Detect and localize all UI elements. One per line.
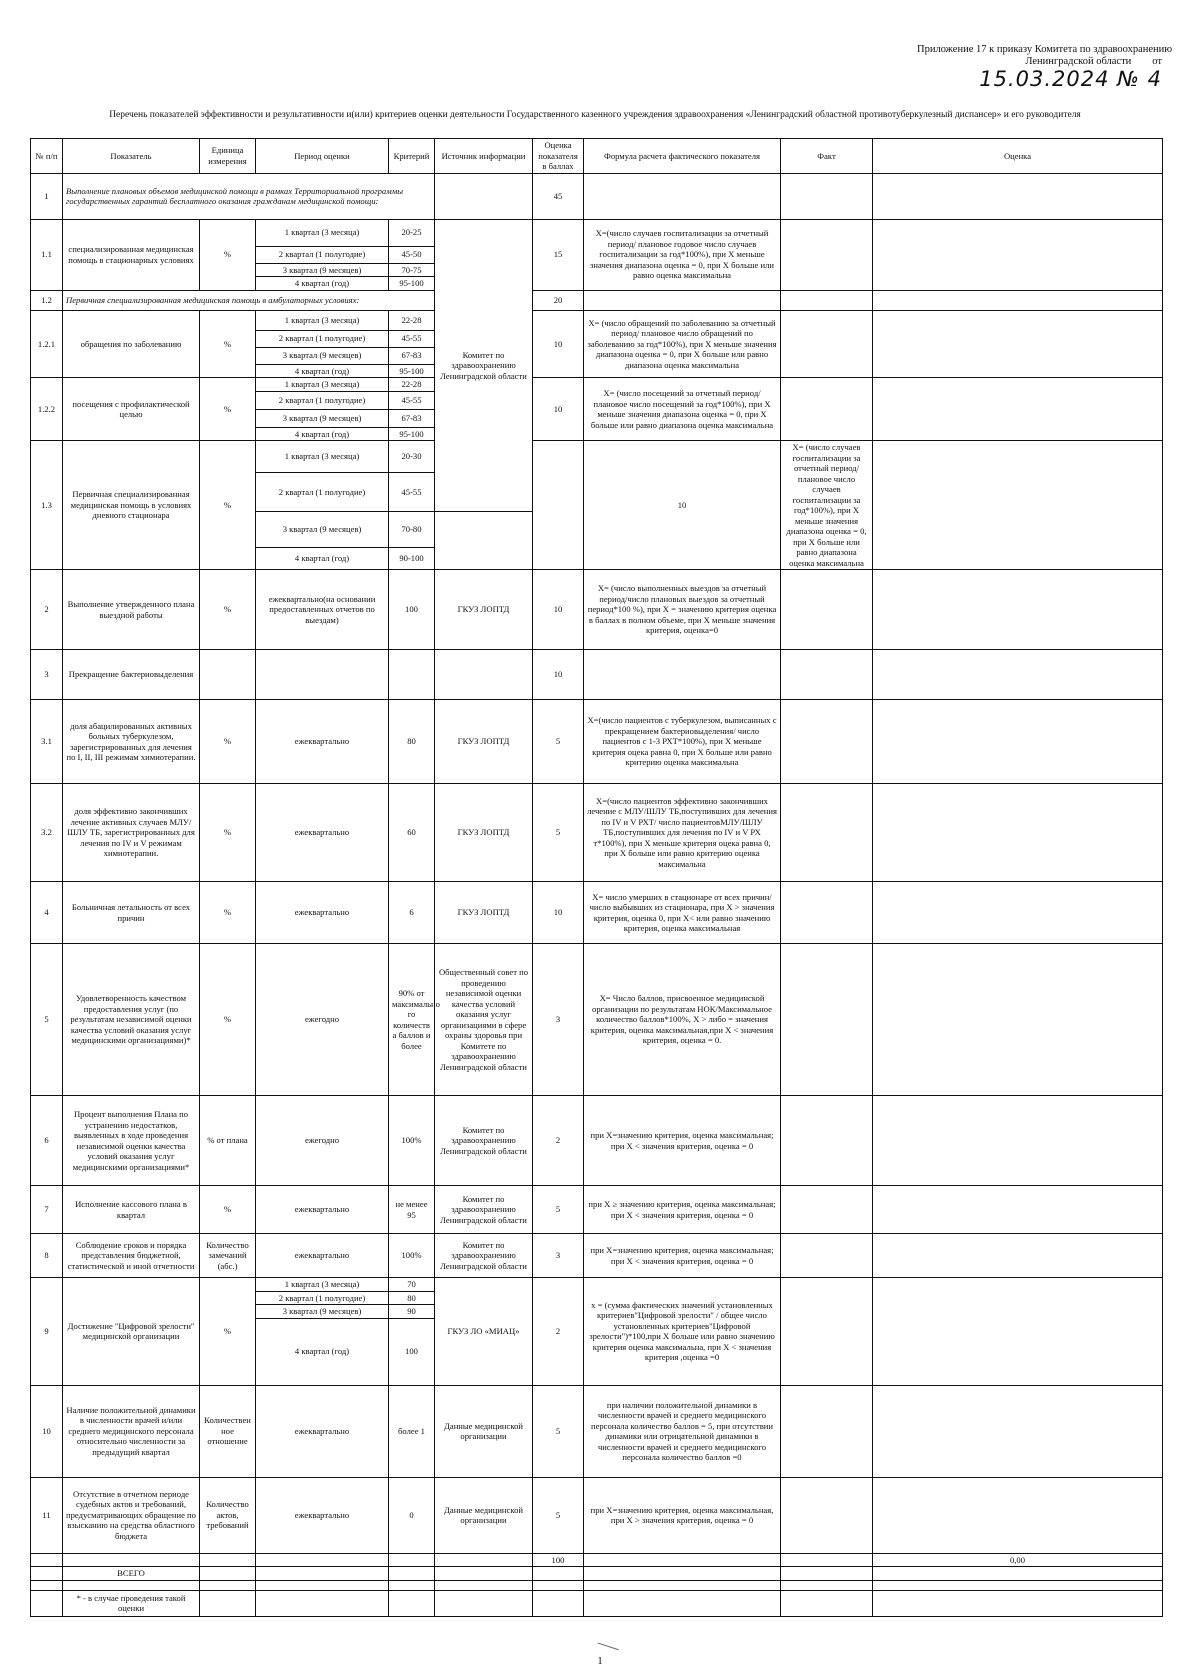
- table-cell: [781, 784, 873, 882]
- table-cell: 1 квартал (3 месяца): [256, 441, 389, 473]
- table-cell: 10: [533, 570, 584, 650]
- table-cell: 5: [533, 1477, 584, 1553]
- table-cell: 1 квартал (3 месяца): [256, 310, 389, 330]
- table-cell: 2 квартал (1 полугодие): [256, 330, 389, 347]
- table-cell: 10: [533, 882, 584, 944]
- table-cell: 1.3: [31, 441, 63, 570]
- table-cell: 3 квартал (9 месяцев): [256, 1305, 389, 1319]
- table-cell: Соблюдение сроков и порядка представления бюджетной, статистической и иной отчетности: [63, 1234, 200, 1278]
- table-cell: [389, 1567, 435, 1581]
- table-cell: [873, 784, 1163, 882]
- table-cell: [781, 1278, 873, 1386]
- table-cell: [31, 1580, 63, 1590]
- table-cell: при X=значению критерия, оценка максимальная; при X < значения критерия, оценка = 0: [584, 1096, 781, 1186]
- table-cell: 22-28: [389, 310, 435, 330]
- table-cell: 3 квартал (9 месяцев): [256, 512, 389, 548]
- table-cell: [256, 1553, 389, 1567]
- table-cell: Комитет по здравоохранению Ленинградской области: [435, 1234, 533, 1278]
- table-cell: [781, 570, 873, 650]
- table-cell: [781, 1477, 873, 1553]
- table-cell: [200, 1580, 256, 1590]
- table-cell: 15: [533, 219, 584, 290]
- table-cell: 10: [31, 1385, 63, 1477]
- table-cell: [435, 173, 533, 219]
- table-cell: Исполнение кассового плана в квартал: [63, 1186, 200, 1234]
- table-cell: 80: [389, 700, 435, 784]
- table-cell: ежеквартально: [256, 1385, 389, 1477]
- table-cell: [873, 944, 1163, 1096]
- table-cell: [31, 1567, 63, 1581]
- table-cell: %: [200, 1186, 256, 1234]
- table-cell: [873, 290, 1163, 310]
- table-cell: [873, 219, 1163, 290]
- table-cell: 10: [533, 378, 584, 441]
- table-row: [31, 700, 1163, 784]
- table-cell: 10: [533, 310, 584, 378]
- table-cell: 3.2: [31, 784, 63, 882]
- table-cell: 70-80: [389, 512, 435, 548]
- page-number: 1: [597, 1655, 603, 1667]
- table-cell: [781, 650, 873, 700]
- table-cell: 1.2.2: [31, 378, 63, 441]
- table-cell: [256, 1580, 389, 1590]
- table-cell: 100: [389, 1318, 435, 1385]
- table-cell: ежеквартально: [256, 700, 389, 784]
- table-cell: [256, 1590, 389, 1616]
- scan-mark: [597, 1637, 620, 1650]
- table-cell: [781, 378, 873, 441]
- table-row: [31, 1278, 1163, 1292]
- table-cell: %: [200, 378, 256, 441]
- table-cell: 2 квартал (1 полугодие): [256, 391, 389, 409]
- table-cell: 100: [389, 570, 435, 650]
- table-cell: ежегодно: [256, 944, 389, 1096]
- table-cell: 67-83: [389, 347, 435, 364]
- table-cell: 22-28: [389, 378, 435, 392]
- table-cell: ГКУЗ ЛОПТД: [435, 882, 533, 944]
- table-cell: 4 квартал (год): [256, 364, 389, 378]
- table-cell: [873, 1477, 1163, 1553]
- table-cell: [873, 1590, 1163, 1616]
- table-cell: [873, 1385, 1163, 1477]
- table-cell: 45-55: [389, 473, 435, 512]
- table-cell: [63, 1580, 200, 1590]
- table-cell: [873, 570, 1163, 650]
- table-cell: Процент выполнения Плана по устранению недостатков, выявленных в ходе проведения независимой оценки качества условий оказания услуг медицинскими организациями*: [63, 1096, 200, 1186]
- table-cell: 6: [389, 882, 435, 944]
- table-cell: [31, 1590, 63, 1616]
- table-cell: ежегодно: [256, 1096, 389, 1186]
- table-cell: %: [200, 441, 256, 570]
- table-row: [31, 1234, 1163, 1278]
- table-cell: 3 квартал (9 месяцев): [256, 347, 389, 364]
- table-cell: 2: [31, 570, 63, 650]
- table-cell: [873, 1096, 1163, 1186]
- table-cell: [533, 1590, 584, 1616]
- table-row: [31, 882, 1163, 944]
- table-cell: 10: [584, 441, 781, 570]
- table-cell: Отсутствие в отчетном периоде судебных актов и требований, предусматривающих обращение по взысканию на средства областного бюджета: [63, 1477, 200, 1553]
- table-cell: [781, 1567, 873, 1581]
- table-cell: %: [200, 944, 256, 1096]
- table-cell: 2 квартал (1 полугодие): [256, 246, 389, 263]
- table-cell: [584, 1590, 781, 1616]
- table-cell: 45-55: [389, 391, 435, 409]
- table-cell: [584, 1553, 781, 1567]
- table-row: [31, 290, 1163, 310]
- table-cell: специализированная медицинская помощь в стационарных условиях: [63, 219, 200, 290]
- table-cell: [781, 219, 873, 290]
- table-cell: [781, 1096, 873, 1186]
- col-header: Единица измерения: [200, 139, 256, 174]
- table-cell: [584, 1580, 781, 1590]
- table-row: [31, 310, 1163, 330]
- table-cell: 1.1: [31, 219, 63, 290]
- table-cell: [389, 1590, 435, 1616]
- col-header: Формула расчета фактического показателя: [584, 139, 781, 174]
- col-header: Факт: [781, 139, 873, 174]
- table-cell: 4 квартал (год): [256, 277, 389, 291]
- table-cell: доля абацилированных активных больных туберкулезом, зарегистрированных для лечения по I, II, III режимам химиотерапии.: [63, 700, 200, 784]
- table-cell: [781, 290, 873, 310]
- table-cell: [873, 310, 1163, 378]
- table-cell: 95-100: [389, 364, 435, 378]
- table-cell: [873, 1567, 1163, 1581]
- table-cell: % от плана: [200, 1096, 256, 1186]
- table-cell: ГКУЗ ЛОПТД: [435, 570, 533, 650]
- table-cell: 2 квартал (1 полугодие): [256, 473, 389, 512]
- table-cell: 3.1: [31, 700, 63, 784]
- table-cell: [781, 1234, 873, 1278]
- table-cell: [781, 882, 873, 944]
- table-cell: [873, 1580, 1163, 1590]
- col-header: Оценка: [873, 139, 1163, 174]
- table-cell: [256, 650, 389, 700]
- table-cell: 95-100: [389, 427, 435, 441]
- table-cell: 4 квартал (год): [256, 1318, 389, 1385]
- table-cell: 8: [31, 1234, 63, 1278]
- table-cell: 20-25: [389, 219, 435, 246]
- document-title: Перечень показателей эффективности и результативности и(или) критериев оценки деятельности Государственного казенного учреждения здравоохранения «Ленинградский областной противотуберкулезный диспансер» и его руководителя: [109, 110, 1081, 120]
- table-cell: Количествен ное отношение: [200, 1385, 256, 1477]
- table-cell: Наличие положительной динамики в численности врачей и/или среднего медицинского персонала относительно численности за предыдущий квартал: [63, 1385, 200, 1477]
- table-cell: [873, 441, 1163, 570]
- order-header: [917, 44, 1173, 91]
- table-cell: Комитет по здравоохранению Ленинградской области: [435, 1186, 533, 1234]
- table-cell: [389, 1580, 435, 1590]
- table-cell: 0: [389, 1477, 435, 1553]
- table-cell: x = (сумма фактических значений установленных критериев"Цифровой зрелости" / общее число установленных критериев"Цифровой зрелости")*100,при X больше или равно значению критерия оценка максимальна, при X < значения критерия ,оценка =0: [584, 1278, 781, 1386]
- table-cell: 70-75: [389, 263, 435, 277]
- table-cell: Выполнение плановых объемов медицинской помощи в рамках Территориальной программы государственных гарантий бесплатного оказания гражданам медицинской помощи:: [63, 173, 435, 219]
- table-cell: Выполнение утвержденного плана выездной работы: [63, 570, 200, 650]
- table-cell: * - в случае проведения такой оценки: [63, 1590, 200, 1616]
- table-cell: 2 квартал (1 полугодие): [256, 1291, 389, 1305]
- col-header: Показатель: [63, 139, 200, 174]
- table-cell: [533, 1580, 584, 1590]
- table-cell: Общественный совет по проведению независимой оценки качества условий оказания услуг организациями в сфере охраны здоровья при Комитете по здравоохранению Ленинградской области: [435, 944, 533, 1096]
- col-header: Оценка показателя в баллах: [533, 139, 584, 174]
- table-cell: [873, 882, 1163, 944]
- table-row: [31, 944, 1163, 1096]
- table-cell: X=(число пациентов эффективно закончивших лечение с МЛУ/ШЛУ ТБ,поступивших для лечения по IV и V РХТ/ число пациентовМЛУ/ШЛУ ТБ,поступивших для лечения по IV и V РХ т*100%), при X меньше критерия оцека равна 0, при X больше или равно критерию оценка максимальна: [584, 784, 781, 882]
- table-cell: 45-55: [389, 330, 435, 347]
- table-cell: ГКУЗ ЛО «МИАЦ»: [435, 1278, 533, 1386]
- table-cell: [584, 290, 781, 310]
- table-row: [31, 784, 1163, 882]
- table-cell: не менее 95: [389, 1186, 435, 1234]
- table-cell: [435, 1553, 533, 1567]
- table-cell: ежеквартально: [256, 1186, 389, 1234]
- table-header-row: [31, 139, 1163, 174]
- table-cell: ежеквартально: [256, 882, 389, 944]
- table-row: [31, 1477, 1163, 1553]
- table-cell: %: [200, 784, 256, 882]
- table-cell: 5: [31, 944, 63, 1096]
- total-row: [31, 1553, 1163, 1567]
- table-cell: [389, 650, 435, 700]
- table-cell: %: [200, 882, 256, 944]
- table-cell: ежеквартально(на основании предоставленных отчетов по выездам): [256, 570, 389, 650]
- table-cell: 1.2: [31, 290, 63, 310]
- table-cell: 45-50: [389, 246, 435, 263]
- table-cell: 1: [31, 173, 63, 219]
- table-cell: X=(число случаев госпитализации за отчетный период/ плановое годовое число случаев госпитализации за год*100%), при X меньше значения диапазона оценка = 0, при X больше или равно оценка максимальна: [584, 219, 781, 290]
- table-cell: [31, 1553, 63, 1567]
- handwritten-date-number: 15.03.2024 № 4: [979, 67, 1162, 91]
- table-cell: X= (число случаев госпитализации за отчетный период/ плановое число случаев госпитализации за год*100%), при X меньше значения диапазона оценка = 0, при X больше или равно диапазона оценка максимальна: [781, 441, 873, 570]
- table-cell: 3: [533, 944, 584, 1096]
- footnote-row: [31, 1590, 1163, 1616]
- table-row: [31, 1096, 1163, 1186]
- table-row: [31, 378, 1163, 392]
- col-header: № п/п: [31, 139, 63, 174]
- table-cell: 4 квартал (год): [256, 427, 389, 441]
- table-cell: [200, 1567, 256, 1581]
- table-row: [31, 1186, 1163, 1234]
- table-cell: 3 квартал (9 месяцев): [256, 263, 389, 277]
- table-cell: ВСЕГО: [63, 1567, 200, 1581]
- table-cell: [256, 1567, 389, 1581]
- table-row: [31, 219, 1163, 246]
- table-cell: [781, 1580, 873, 1590]
- table-cell: 20-30: [389, 441, 435, 473]
- table-cell: [781, 700, 873, 784]
- table-cell: 5: [533, 1186, 584, 1234]
- table-cell: 5: [533, 1385, 584, 1477]
- table-cell: [435, 650, 533, 700]
- table-cell: [781, 1590, 873, 1616]
- table-cell: 90% от максимально го количеств а баллов и более: [389, 944, 435, 1096]
- table-cell: X= (число обращений по заболеванию за отчетный период/ плановое число обращений по заболеванию за год*100%), при X меньше значения диапазона оценка = 0, при X больше или равно диапазона оценка максимальна: [584, 310, 781, 378]
- table-cell: 90: [389, 1305, 435, 1319]
- table-cell: [435, 1590, 533, 1616]
- col-header: Критерий: [389, 139, 435, 174]
- table-cell: 7: [31, 1186, 63, 1234]
- table-cell: %: [200, 1278, 256, 1386]
- table-cell: 90-100: [389, 548, 435, 570]
- table-cell: Достижение "Цифровой зрелости" медицинской организации: [63, 1278, 200, 1386]
- table-cell: [389, 1553, 435, 1567]
- table-cell: [435, 1567, 533, 1581]
- table-cell: ежеквартально: [256, 784, 389, 882]
- table-cell: 2: [533, 1278, 584, 1386]
- table-cell: 1.2.1: [31, 310, 63, 378]
- table-row: [31, 173, 1163, 219]
- table-row: [31, 650, 1163, 700]
- table-cell: Комитет по здравоохранению Ленинградской области: [435, 1096, 533, 1186]
- table-cell: [781, 1186, 873, 1234]
- table-cell: ГКУЗ ЛОПТД: [435, 784, 533, 882]
- table-cell: 6: [31, 1096, 63, 1186]
- table-cell: 60: [389, 784, 435, 882]
- table-cell: доля эффективно закончивших лечение активных случаев МЛУ/ШЛУ ТБ, зарегистрированных для лечения по IV и V режимам химиотерапии.: [63, 784, 200, 882]
- table-row: [31, 1385, 1163, 1477]
- table-row: [31, 441, 1163, 473]
- table-cell: [781, 173, 873, 219]
- table-cell: более 1: [389, 1385, 435, 1477]
- table-cell: %: [200, 700, 256, 784]
- table-cell: %: [200, 310, 256, 378]
- table-cell: [873, 650, 1163, 700]
- table-cell: 11: [31, 1477, 63, 1553]
- table-cell: %: [200, 219, 256, 290]
- table-cell: [781, 1385, 873, 1477]
- table-cell: Количество актов, требований: [200, 1477, 256, 1553]
- table-cell: ежеквартально: [256, 1477, 389, 1553]
- table-cell: %: [200, 570, 256, 650]
- table-cell: Больничная летальность от всех причин: [63, 882, 200, 944]
- table-cell: [873, 1234, 1163, 1278]
- table-cell: при X=значению критерия, оценка максимальная; при X < значения критерия, оценка = 0: [584, 1234, 781, 1278]
- table-cell: 4 квартал (год): [256, 548, 389, 570]
- table-cell: [200, 1553, 256, 1567]
- table-cell: 45: [533, 173, 584, 219]
- table-cell: 100%: [389, 1096, 435, 1186]
- table-cell: [435, 1580, 533, 1590]
- table-cell: при X ≥ значению критерия, оценка максимальная; при X < значения критерия, оценка = 0: [584, 1186, 781, 1234]
- table-cell: [873, 173, 1163, 219]
- table-cell: [584, 173, 781, 219]
- table-cell: [781, 310, 873, 378]
- table-cell: X= (число выполненных выездов за отчетный период/число плановых выездов за отчетный период*100 %), при X = значению критерия оценка в баллах в полном объеме, при X меньше значения критерия, оценка=0: [584, 570, 781, 650]
- table-cell: Количество замечаний (абс.): [200, 1234, 256, 1278]
- table-cell: [781, 1553, 873, 1567]
- table-cell: 2: [533, 1096, 584, 1186]
- table-cell: X= число умерших в стационаре от всех причин/число выбывших из стационара, при X > значения критерия, оценка 0, при X< или равно значению критерия, оценка максимальная: [584, 882, 781, 944]
- table-cell: посещения с профилактической целью: [63, 378, 200, 441]
- table-cell: [873, 1186, 1163, 1234]
- table-cell: Данные медицинской организации: [435, 1477, 533, 1553]
- table-cell: 67-83: [389, 409, 435, 427]
- table-cell: ГКУЗ ЛОПТД: [435, 700, 533, 784]
- table-cell: [533, 1567, 584, 1581]
- table-cell: [584, 1567, 781, 1581]
- table-cell: 3 квартал (9 месяцев): [256, 409, 389, 427]
- table-cell: ежеквартально: [256, 1234, 389, 1278]
- table-cell: 1 квартал (3 месяца): [256, 219, 389, 246]
- table-cell: Прекращение бактериовыделения: [63, 650, 200, 700]
- table-cell: 3: [31, 650, 63, 700]
- table-cell: 100%: [389, 1234, 435, 1278]
- table-cell: [781, 944, 873, 1096]
- table-cell: 10: [533, 650, 584, 700]
- table-cell: 100: [533, 1553, 584, 1567]
- table-cell: Первичная специализированная медицинская помощь в условиях дневного стационара: [63, 441, 200, 570]
- order-line-2: Ленинградской области от: [1025, 56, 1162, 67]
- table-cell: Комитет по здравоохранению Ленинградской области: [435, 219, 533, 512]
- table-cell: X=(число пациентов с туберкулезом, выписанных с прекращением бактериовыделения/ число пациентов с 1-3 РХТ*100%), при X меньше критерия оцека равна 0, при X больше или равно критерию оценка максимальна: [584, 700, 781, 784]
- table-cell: 4: [31, 882, 63, 944]
- table-cell: 3: [533, 1234, 584, 1278]
- table-cell: [200, 650, 256, 700]
- col-header: Источник информации: [435, 139, 533, 174]
- table-cell: 9: [31, 1278, 63, 1386]
- col-header: Период оценки: [256, 139, 389, 174]
- table-cell: Данные медицинской организации: [435, 1385, 533, 1477]
- table-cell: 95-100: [389, 277, 435, 291]
- table-cell: 5: [533, 784, 584, 882]
- table-cell: [63, 1553, 200, 1567]
- table-row: [31, 570, 1163, 650]
- table-cell: [873, 1278, 1163, 1386]
- total-label-row: [31, 1567, 1163, 1581]
- table-cell: 5: [533, 700, 584, 784]
- table-cell: [533, 441, 584, 570]
- table-cell: обращения по заболеванию: [63, 310, 200, 378]
- table-cell: X= Число баллов, присвоенное медицинской организации по результатам НОК/Максимальное количество баллов*100%, X > либо = значения критерия, оценка максимальная,при X < значения критерия, оценка = 0.: [584, 944, 781, 1096]
- table-cell: [200, 1590, 256, 1616]
- table-cell: Первичная специализированная медицинская помощь в амбулаторных условиях:: [63, 290, 435, 310]
- table-cell: при наличии положительной динамики в численности врачей и среднего медицинского персонала количество баллов = 5, при отсутствии динамики или отрицательной динамики в численности врачей и среднего медицинского персонала количество баллов =0: [584, 1385, 781, 1477]
- table-cell: при X=значению критерия, оценка максимальная, при X > значения критерия, оценка = 0: [584, 1477, 781, 1553]
- table-cell: 0,00: [873, 1553, 1163, 1567]
- table-cell: X= (число посещений за отчетный период/ плановое число посещений за год*100%), при X меньше значения диапазона оценка = 0, при X больше или равно диапазона оценка максимальна: [584, 378, 781, 441]
- table-cell: [873, 700, 1163, 784]
- table-cell: 1 квартал (3 месяца): [256, 378, 389, 392]
- order-line-1: Приложение 17 к приказу Комитета по здравоохранению: [917, 44, 1173, 55]
- table-cell: 80: [389, 1291, 435, 1305]
- table-cell: [584, 650, 781, 700]
- table-cell: [873, 378, 1163, 441]
- table-cell: Удовлетворенность качеством предоставления услуг (по результатам независимой оценки качества условий оказания услуг медицинскими организациями)*: [63, 944, 200, 1096]
- indicators-table: [30, 138, 1163, 1617]
- table-cell: 1 квартал (3 месяца): [256, 1278, 389, 1292]
- table-cell: 70: [389, 1278, 435, 1292]
- table-cell: 20: [533, 290, 584, 310]
